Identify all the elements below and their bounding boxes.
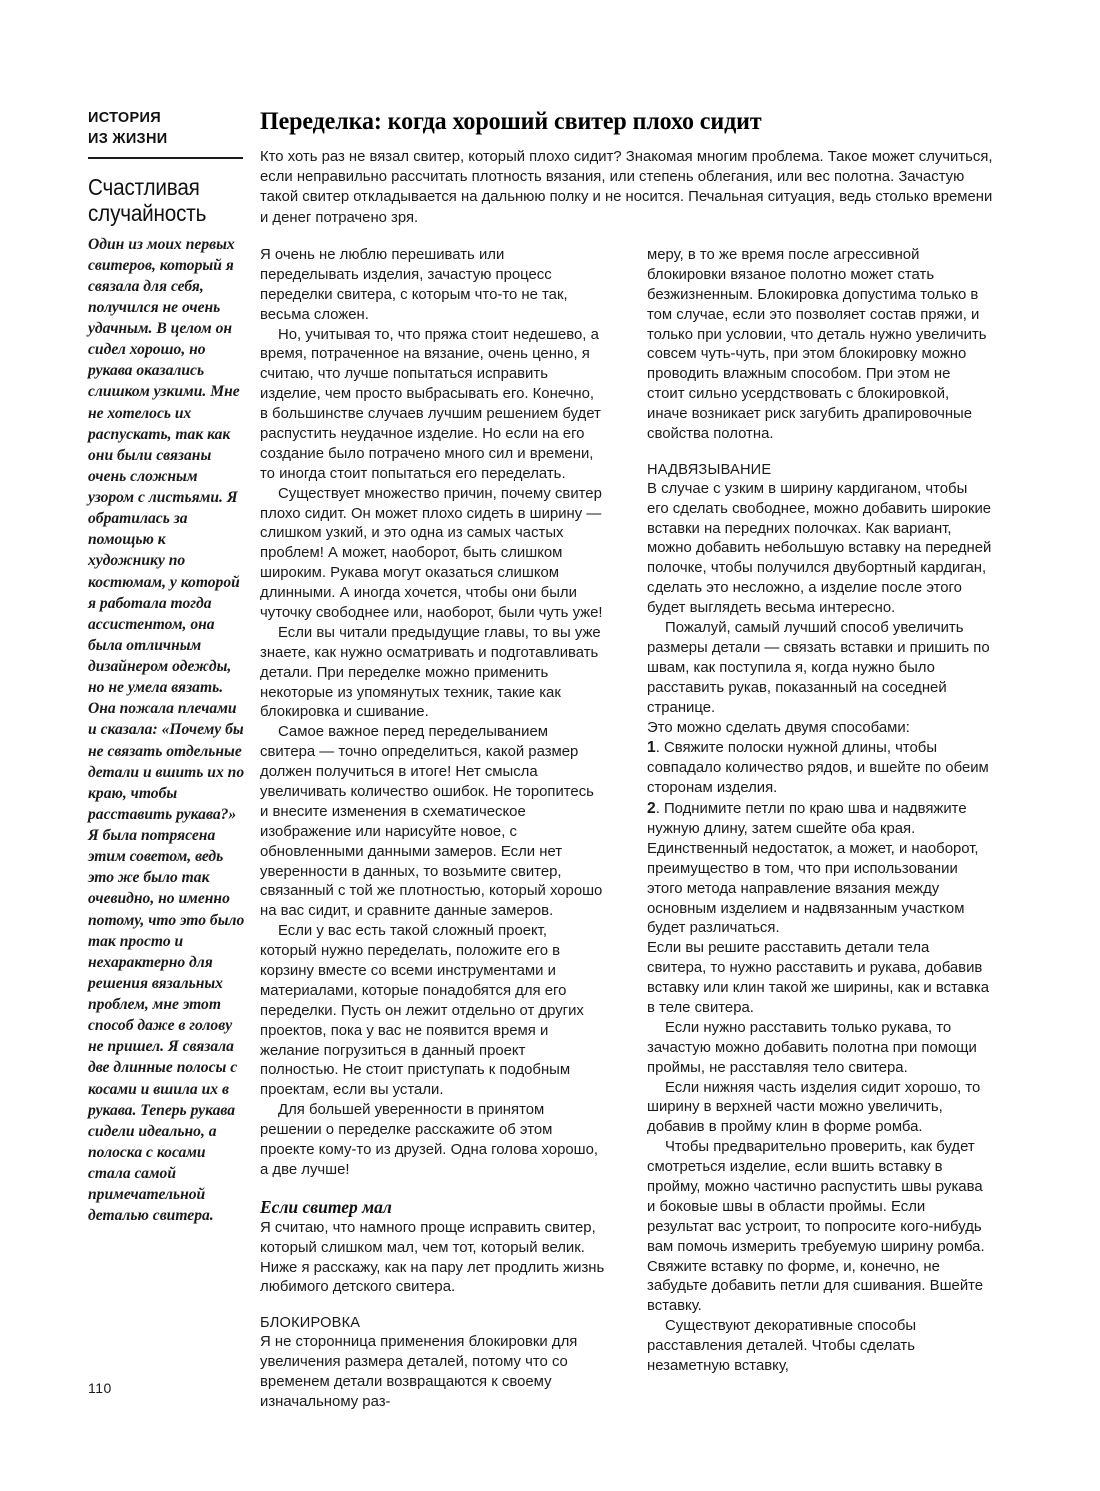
paragraph: Существуют декоративные способы расставления деталей. Чтобы сделать незаметную вставку, xyxy=(647,1318,917,1374)
sidebar-divider xyxy=(88,157,243,159)
paragraph: меру, в то же время после агрессивной блокировки вязаное полотно может стать безжизненным. Блокировка допустима только в том случае, если это позволяет состав пряжи, и только при условии, что деталь нужно увеличить совсем чуть-чуть, при этом блокировку можно проводить влажным способом. При этом не стоит сильно усердствовать с блокировкой, иначе возникает риск загубить драпировочные свойства полотна. xyxy=(647,246,987,442)
sidebar-kicker xyxy=(88,108,243,150)
article-column-left xyxy=(260,246,605,1413)
paragraph: Чтобы предварительно проверить, как будет смотреться изделие, если вшить вставку в пройму, можно частично распустить швы рукава и боковые швы в области проймы. Если результат вас устроит, то попросите кого-нибудь вам помочь измерить требуемую ширину ромба. Свяжите вставку по форме, и, конечно, не забудьте добавить петли для сшивания. Вшейте вставку. xyxy=(647,1139,985,1315)
paragraph: Я очень не люблю перешивать или переделывать изделия, зачастую процесс переделки свитера, с которым что-то не так, весьма сложен. xyxy=(260,246,568,323)
article-lede: Кто хоть раз не вязал свитер, который плохо сидит? Знакомая многим проблема. Такое может случиться, если неправильно рассчитать плотность вязания, или степень облегания, или вес полотна. Зачастую такой свитер откладывается на дальнюю полку и не носится. Печальная ситуация, ведь столько времени и денег потрачено зря. xyxy=(260,147,993,226)
sidebar-kicker-line-1: ИСТОРИЯ xyxy=(88,110,161,126)
paragraph: Если вы читали предыдущие главы, то вы уже знаете, как нужно осматривать и подготавливать детали. При переделке можно применить некоторые из упомянутых техник, такие как блокировка и сшивание. xyxy=(260,624,601,721)
article xyxy=(260,108,1013,1410)
paragraph: Пожалуй, самый лучший способ увеличить размеры детали — связать вставки и пришить по швам, как поступила я, когда нужно было расставить рукав, показанный на соседней странице. xyxy=(647,620,990,716)
sidebar xyxy=(88,108,243,1226)
sidebar-title-line-1: Счастливая xyxy=(88,174,200,201)
paragraph: Я не сторонница применения блокировки для увеличения размера деталей, потому что со временем детали возвращаются к своему изначальному раз- xyxy=(260,1334,578,1410)
section-heading-blocking: БЛОКИРОВКА xyxy=(260,1315,361,1332)
article-headline: Переделка: когда хороший свитер плохо сидит xyxy=(260,108,762,135)
paragraph: Существует множество причин, почему свитер плохо сидит. Он может плохо сидеть в ширину — слишком узкий, и это одна из самых частых проблем! А может, наоборот, быть слишком широким. Рукава могут оказаться слишком длинными. А иногда хочется, чтобы они были чуточку свободнее или, наоборот, были чуть уже! xyxy=(260,485,603,621)
paragraph: Это можно сделать двумя способами: xyxy=(647,719,910,736)
paragraph: Если у вас есть такой сложный проект, который нужно переделать, положите его в корзину вместе со всеми инструментами и материалами, которые понадобятся для его переделки. Пусть он лежит отдельно от других проектов, пока у вас не появится время и желание погрузиться в данный проект полностью. Не стоит приступать к подобным проектам, если вы устали. xyxy=(260,923,584,1099)
paragraph: Если вы решите расставить детали тела свитера, то нужно расставить и рукава, добавив вставку или клин такой же ширины, как и вставка в теле свитера. xyxy=(647,940,989,1016)
list-item-number: 2 xyxy=(647,800,656,818)
paragraph: Я считаю, что намного проще исправить свитер, который слишком мал, чем тот, который велик. Ниже я расскажу, как на пару лет продлить жизнь любимого детского свитера. xyxy=(260,1219,605,1296)
paragraph: Но, учитывая то, что пряжа стоит недешево, а время, потраченное на вязание, очень ценно, я считаю, что лучше попытаться исправить изделие, чем просто выбрасывать его. Конечно, в большинстве случаев лучшим решением будет распустить неудачное изделие. Но если на его создание было потрачено много сил и времени, то иногда стоит попытаться его переделать. xyxy=(260,326,601,482)
page-content xyxy=(88,108,1013,1410)
sidebar-story-text: Один из моих первых свитеров, который я связала для себя, получился не очень удачным. В целом он сидел хорошо, но рукава оказались слишком узкими. Мне не хотелось их распускать, так как они были связаны очень сложным узором с листьями. Я обратилась за помощью к художнику по костюмам, у которой я работала тогда ассистентом, она была отличным дизайнером одежды, но не умела вязать. Она пожала плечами и сказала: «Почему бы не связать отдельные детали и вшить их по краю, чтобы расставить рукава?» Я была потрясена этим советом, ведь это же было так очевидно, но именно потому, что это было так просто и нехарактерно для решения вязальных проблем, мне этот способ даже в голову не пришел. Я связала две длинные полосы с косами и вшила их в рукава. Теперь рукава сидели идеально, а полоска с косами стала самой примечательной деталью свитера. xyxy=(88,235,245,1225)
subheading-if-sweater-small: Если свитер мал xyxy=(260,1196,392,1217)
paragraph: Если нужно расставить только рукава, то зачастую можно добавить полотна при помощи проймы, не расставляя тело свитера. xyxy=(647,1019,977,1076)
list-item xyxy=(647,799,992,939)
list-item-number: 1 xyxy=(647,739,656,757)
article-column-right xyxy=(647,246,992,1377)
sidebar-kicker-line-2: ИЗ ЖИЗНИ xyxy=(88,131,168,148)
list-item-text: . Поднимите петли по краю шва и надвяжите нужную длину, затем сшейте оба края. Единственный недостаток, а может, и наоборот, преимущество в том, что при использовании этого метода направление вязания между основным изделием и надвязанным участком будет различаться. xyxy=(647,801,979,937)
paragraph: В случае с узким в ширину кардиганом, чтобы его сделать свободнее, можно добавить широкие вставки на передних полочках. Как вариант, можно добавить небольшую вставку на передней полочке, чтобы получился двубортный кардиган, сделать это несложно, а изделие после этого будет выглядеть весьма интересно. xyxy=(647,480,992,617)
list-item-text: . Свяжите полоски нужной длины, чтобы совпадало количество рядов, и вшейте по обеим сторонам изделия. xyxy=(647,740,989,797)
paragraph: Для большей уверенности в принятом решении о переделке расскажите об этом проекте кому-то из друзей. Одна голова хорошо, а две лучше! xyxy=(260,1102,598,1178)
page-number: 110 xyxy=(88,1380,112,1396)
paragraph: Самое важное перед переделыванием свитера — точно определиться, какой размер должен получиться в итоге! Нет смысла увеличивать количество ошибок. Не торопитесь и внесите изменения в схематическое изображение или нарисуйте новое, с обновленными данными замеров. Если нет уверенности в данных, то возьмите свитер, связанный с той же плотностью, который хорошо на вас сидит, и сравните данные замеров. xyxy=(260,724,603,920)
sidebar-title xyxy=(88,175,243,227)
section-heading-extending: НАДВЯЗЫВАНИЕ xyxy=(647,461,772,478)
sidebar-title-line-2: случайность xyxy=(88,199,207,226)
paragraph: Если нижняя часть изделия сидит хорошо, то ширину в верхней части можно увеличить, добавив в пройму клин в форме ромба. xyxy=(647,1079,981,1136)
list-item xyxy=(647,738,992,799)
